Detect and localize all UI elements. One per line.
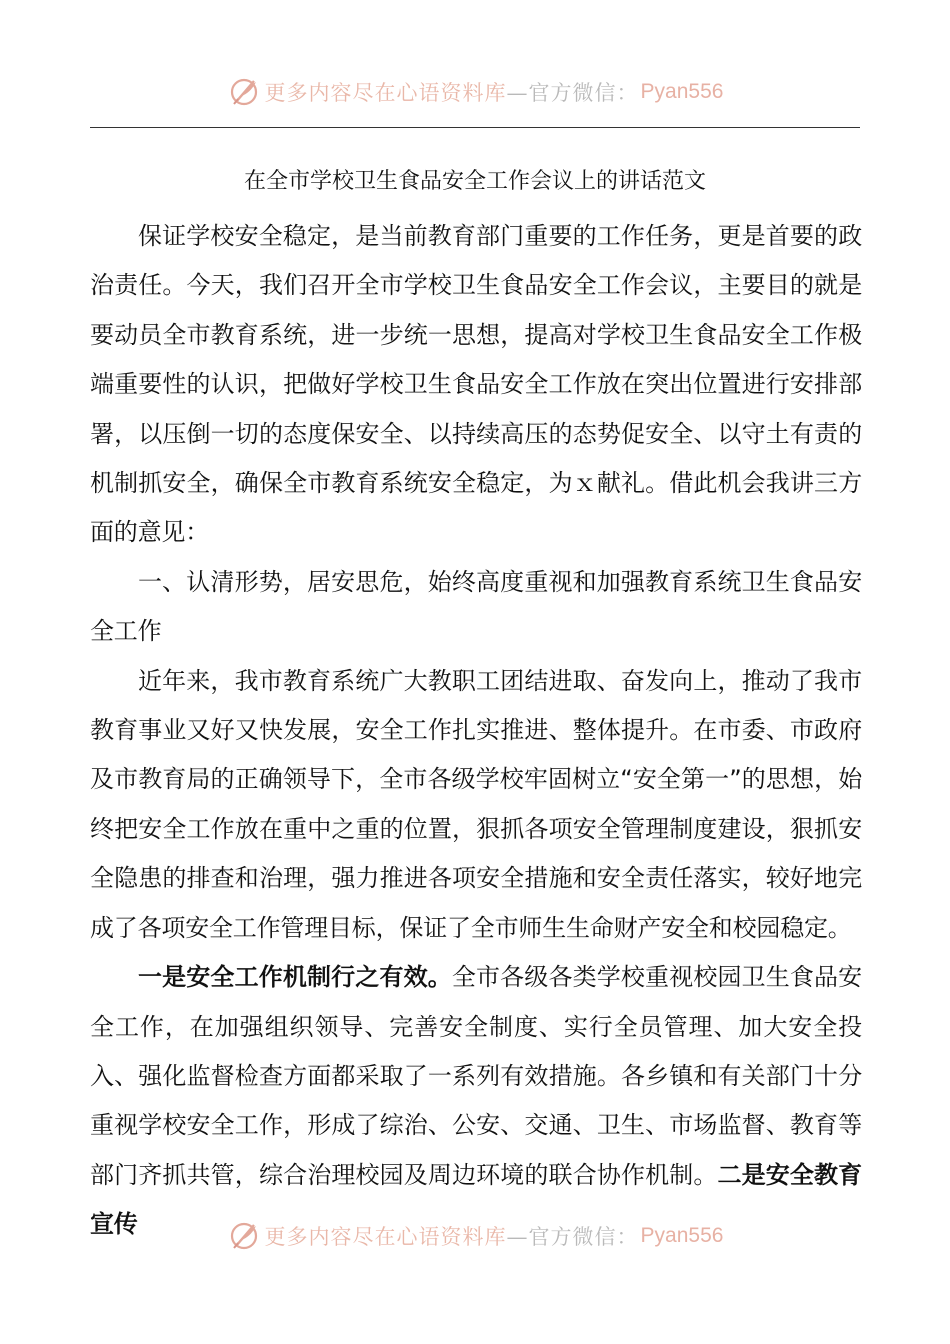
document-title: 在全市学校卫生食品安全工作会议上的讲话范文	[243, 169, 706, 194]
document-body	[90, 212, 862, 1250]
banner-wechat-id: Pyan556	[640, 80, 724, 103]
quill-logo-icon	[227, 75, 261, 109]
header-divider	[90, 127, 860, 128]
paragraph-text: 保证学校安全稳定，是当前教育部门重要的工作任务，更是首要的政治责任。今天，我们召开全市学校卫生食品安全工作会议，主要目的就是要动员全市教育系统，进一步统一思想，提高对学校卫生食品安全工作极端重要性的认识，把做好学校卫生食品安全工作放在突出位置进行安排部署，以压倒一切的态度保安全、以持续高压的态势促安全、以守土有责的机制抓安全，确保全市教育系统安全稳定，为ｘ献礼。借此机会我讲三方面的意见：	[90, 222, 862, 547]
banner-slogan: 更多内容尽在心语资料库	[264, 81, 507, 105]
banner-wechat-label: —官方微信：	[506, 1225, 639, 1249]
footer-watermark-banner	[0, 1216, 950, 1256]
banner-wechat-id: Pyan556	[640, 1224, 724, 1247]
paragraph-text: 近年来，我市教育系统广大教职工团结进取、奋发向上，推动了我市教育事业又好又快发展，安全工作扎实推进、整体提升。在市委、市政府及市教育局的正确领导下，全市各级学校牢固树立“安全第一”的思想，始终把安全工作放在重中之重的位置，狠抓各项安全管理制度建设，狠抓安全隐患的排查和治理，强力推进各项安全措施和安全责任落实，较好地完成了各项安全工作管理目标，保证了全市师生生命财产安全和校园稳定。	[90, 666, 862, 942]
paragraph-situation	[90, 657, 862, 953]
paragraph-intro	[90, 212, 862, 558]
paragraph-lead-bold: 一是安全工作机制行之有效。	[138, 963, 452, 992]
header-watermark-banner	[0, 72, 950, 112]
quill-logo-icon	[227, 1219, 261, 1253]
banner-slogan: 更多内容尽在心语资料库	[264, 1225, 507, 1249]
paragraph-tail-bold: 二是安全教育宣传	[90, 1160, 862, 1239]
section-heading-1	[90, 558, 862, 657]
section-heading-text: 一、认清形势，居安思危，始终高度重视和加强教育系统卫生食品安全工作	[90, 567, 862, 646]
paragraph-mechanism	[90, 953, 862, 1249]
banner-wechat-label: —官方微信：	[506, 81, 639, 105]
paragraph-text: 全市各级各类学校重视校园卫生食品安全工作，在加强组织领导、完善安全制度、实行全员管理、加大安全投入、强化监督检查方面都采取了一系列有效措施。各乡镇和有关部门十分重视学校安全工作，形成了综治、公安、交通、卫生、市场监督、教育等部门齐抓共管，综合治理校园及周边环境的联合协作机制。	[90, 963, 862, 1189]
